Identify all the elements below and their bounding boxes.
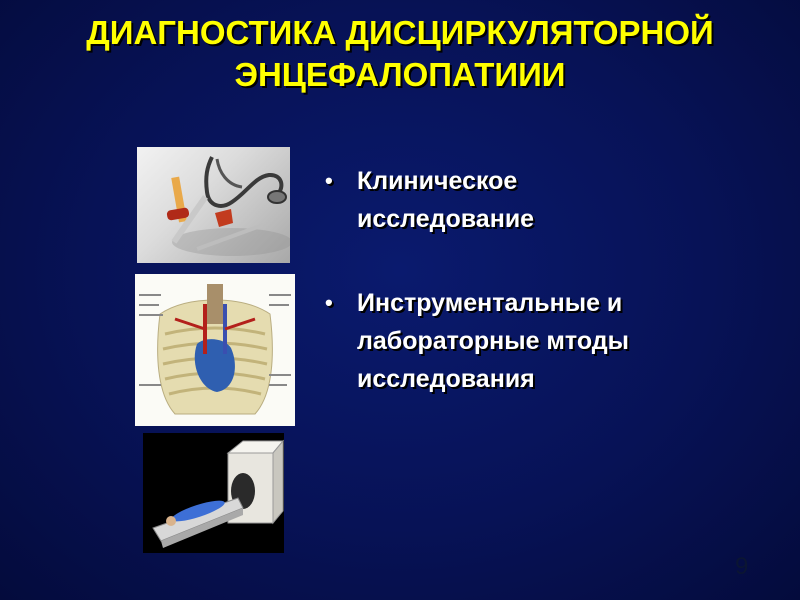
bullet-item (325, 162, 775, 238)
title-line-1: ДИАГНОСТИКА ДИСЦИРКУЛЯТОРНОЙ (86, 14, 714, 51)
anatomy-image (135, 274, 295, 426)
title-line-2: ЭНЦЕФАЛОПАТИИИ (234, 56, 566, 93)
bullet-line: исследования (357, 365, 535, 393)
bullet-line: Инструментальные и (357, 289, 623, 317)
bullet-item (325, 284, 775, 398)
bullet-line: исследование (357, 205, 535, 233)
page-number: 9 (735, 553, 749, 580)
bullet-list (325, 162, 775, 398)
bullet-icon: • (325, 168, 333, 193)
bullet-line: лабораторные мтоды (357, 327, 629, 355)
bullet-line: Клиническое (357, 167, 518, 195)
bullet-icon: • (325, 290, 333, 315)
ct-scanner-image (143, 433, 284, 553)
stethoscope-hammer-image (137, 147, 290, 263)
slide-title (0, 12, 800, 96)
